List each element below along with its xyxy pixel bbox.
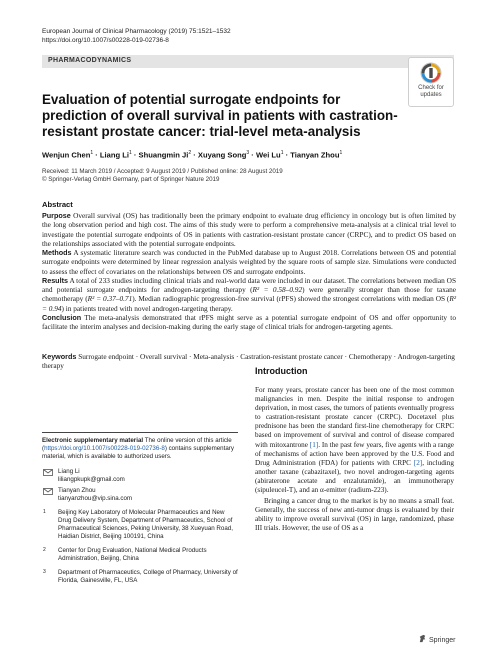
abstract-conclusion <box>42 313 456 332</box>
abstract-results <box>42 276 456 313</box>
results-r2-a: R² = 0.58–0.92 <box>252 285 303 294</box>
author-separator: · <box>131 150 139 160</box>
correspondence-entry <box>42 487 238 503</box>
conclusion-text: The meta-analysis demonstrated that rPFS might serve as a potential surrogate endpoint of OS and offer opportunity to facilitate the interim analyses and decision-making during the early stage of clinical trials for androgen-targeting agents. <box>42 312 456 331</box>
author-name[interactable]: Liang Li <box>99 150 130 160</box>
esm-text-2: ) contains supplementary material, which is available to authorized users. <box>42 445 234 460</box>
footnote-column <box>42 432 238 585</box>
author-name[interactable]: Wei Lu <box>255 150 281 160</box>
purpose-text: Overall survival (OS) has traditionally been the primary endpoint to evaluate drug efficiency in oncology but is often limited by the long observation period and high cost. The aims of this study were to perform a comprehensive meta-analysis at a clinical trial level to investigate the potential surrogate endpoints of OS in patients with castration-resistant prostate cancer (CRPC), and to predict OS based on the relationships associated with the potential surrogate endpoints. <box>42 211 456 248</box>
keywords-block <box>42 352 456 371</box>
author-affiliation-ref: 1 <box>280 150 284 156</box>
author-list <box>42 150 342 160</box>
affiliation-entry <box>42 509 238 541</box>
check-updates-line2: updates <box>420 92 442 98</box>
springer-horse-icon <box>418 634 427 643</box>
results-text-1: A total of 233 studies including clinical trials and real-world data were included in our dataset. The correlations between median OS and potential surrogate endpoints for androgen-targeting therapy ( <box>42 275 456 294</box>
received-dates: Received: 11 March 2019 / Accepted: 9 August 2019 / Published online: 28 August 2019 <box>42 168 283 175</box>
affiliation-entry <box>42 569 238 585</box>
correspondence-name: Liang Li <box>58 468 80 475</box>
copyright-line: © Springer-Verlag GmbH Germany, part of Springer Nature 2019 <box>42 176 220 183</box>
author-separator: · <box>93 150 100 160</box>
esm-label: Electronic supplementary material <box>42 437 144 444</box>
intro-p1-b: . In the past few years, five agents with a range of mechanisms of action have been approved by the U.S. Food and Drug Administration (FDA) for patients with CRPC <box>255 440 454 467</box>
check-updates-icon <box>420 62 442 84</box>
affiliation-text: Center for Drug Evaluation, National Medical Products Administration, Beijing, China <box>58 547 207 562</box>
author-affiliation-ref: 1 <box>129 150 132 156</box>
abstract-heading: Abstract <box>42 200 73 209</box>
affiliation-entry <box>42 547 238 563</box>
section-label: PHARMACODYNAMICS <box>48 57 132 64</box>
keywords-text: Surrogate endpoint · Overall survival · Meta-analysis · Castration-resistant prostate cancer · Chemotherapy · Androgen-targeting therapy <box>42 352 455 371</box>
keywords-label: Keywords <box>42 352 77 361</box>
introduction-heading: Introduction <box>255 366 308 376</box>
abstract-body <box>42 211 456 331</box>
affiliation-number: 2 <box>43 547 46 553</box>
citation-link-1[interactable]: [1] <box>309 440 319 449</box>
conclusion-label: Conclusion <box>42 312 82 322</box>
author-name[interactable]: Wenjun Chen <box>42 150 91 160</box>
correspondence-name: Tianyan Zhou <box>58 487 96 494</box>
footnote-divider <box>42 432 238 433</box>
correspondence-entry <box>42 468 238 484</box>
supplementary-note <box>42 437 238 461</box>
methods-text: A systematic literature search was conducted in the PubMed database up to August 2018. Correlations between OS and potential surrogate endpoints were determined by linear regression analysis weighted by the square roots of sample size. Simulations were conducted to assess the effect of covariates on the relationships between OS and surrogate endpoints. <box>42 248 457 276</box>
author-name[interactable]: Xuyang Song <box>197 150 247 160</box>
affiliation-text: Department of Pharmaceutics, College of Pharmacy, University of Florida, Gainesville, FL, USA <box>58 569 238 584</box>
publisher-footer <box>418 634 455 644</box>
author-name[interactable]: Shuangmin Ji <box>138 150 189 160</box>
methods-label: Methods <box>42 248 72 257</box>
envelope-icon <box>43 469 53 476</box>
author-affiliation-ref: 1 <box>90 150 94 156</box>
envelope-icon <box>43 488 53 495</box>
results-r2-c: R² = 0.94 <box>42 294 457 313</box>
results-text-3: ). Median radiographic progression-free survival (rPFS) showed the strongest correlations with median OS ( <box>132 294 450 304</box>
correspondence-email[interactable]: liliangpkupk@gmail.com <box>58 476 125 483</box>
results-r2-b: R² = 0.37–0.71 <box>87 294 133 304</box>
intro-p1-c: , including another taxane (cabazitaxel), two novel androgen-targeting agents (abiraterone acetate and enzalutamide), an immunotherapy (sipuleucel-T), and an α-emitter (radium-223). <box>255 458 454 495</box>
affiliation-number: 3 <box>43 569 46 575</box>
publisher-name: Springer <box>429 637 456 644</box>
article-title: Evaluation of potential surrogate endpoints for prediction of overall survival in patients with castration-resistant prostate cancer: trial-level meta-analysis <box>42 92 398 139</box>
results-text-2: ) were generally stronger than those for taxane chemotherapy ( <box>42 285 457 304</box>
citation-link-2[interactable]: [2] <box>413 458 423 467</box>
correspondence-email[interactable]: tianyanzhou@vip.sina.com <box>58 495 133 502</box>
doi-line[interactable]: https://doi.org/10.1007/s00228-019-02736-8 <box>42 37 169 44</box>
purpose-label: Purpose <box>42 211 71 220</box>
journal-name-line: European Journal of Clinical Pharmacology (2019) 75:1521–1532 <box>42 28 231 35</box>
check-for-updates-badge[interactable] <box>408 57 454 107</box>
check-updates-line1: Check for <box>418 85 444 91</box>
affiliations-block <box>42 509 238 585</box>
affiliation-number: 1 <box>43 509 46 515</box>
author-separator: · <box>249 150 256 160</box>
esm-text-1: The online version of this article ( <box>42 437 232 452</box>
intro-p1-a: For many years, prostate cancer has been one of the most common malignancies in men. Despite the initial response to androgen deprivation, in most cases, the tumors of patients eventually progress to castration-resistant prostate cancer (CRPC). Docetaxel plus prednisone has been the standard first-line chemotherapy for CRPC based on improvement of survival and control of disease compared with mitoxantrone <box>255 386 454 449</box>
results-text-4: ) in patients treated with novel androgen-targeting therapy. <box>61 303 233 313</box>
results-label: Results <box>42 275 68 285</box>
author-affiliation-ref: 2 <box>188 150 192 156</box>
publication-history <box>42 168 283 184</box>
abstract-methods <box>42 248 456 276</box>
introduction-paragraph-2: Bringing a cancer drug to the market is by no means a small feat. Generally, the success of new anti-tumor drugs is evaluated by their ability to improve overall survival (OS) in large, randomized, phase III trials. However, the use of OS as a <box>255 497 454 533</box>
esm-link[interactable]: https://doi.org/10.1007/s00228-019-02736-8 <box>44 445 165 452</box>
introduction-body <box>255 386 454 534</box>
journal-citation <box>42 27 231 45</box>
introduction-paragraph-1 <box>255 386 454 495</box>
author-separator: · <box>191 150 198 160</box>
section-label-bar <box>42 55 454 68</box>
author-affiliation-ref: 3 <box>246 150 250 156</box>
abstract-purpose <box>42 211 456 248</box>
author-separator: · <box>283 150 291 160</box>
affiliation-text: Beijing Key Laboratory of Molecular Pharmaceutics and New Drug Delivery System, Department of Pharmaceutics, School of Pharmaceutical Sciences, Peking University, 38 Xueyuan Road, Haidian District, Beijing 100191, China <box>58 509 233 540</box>
author-affiliation-ref: 1 <box>339 150 343 156</box>
correspondence-block <box>42 468 238 503</box>
author-name[interactable]: Tianyan Zhou <box>290 150 340 160</box>
